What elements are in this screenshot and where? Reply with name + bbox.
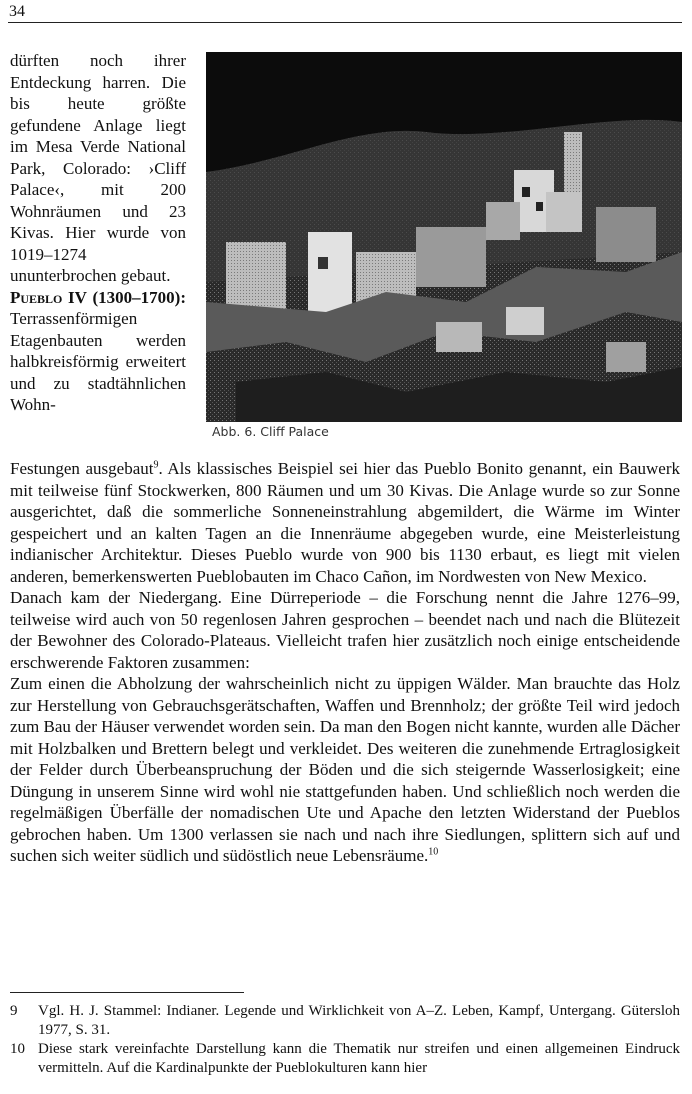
section-heading: Pueblo IV [10, 287, 87, 307]
paragraph: dürften noch ihrer Entdeckung harren. Die bis heute größte gefundene Anlage liegt im Mesa Verde National Park, Colorado: ›Cliff Palace‹, mit 200 Wohnräumen und 23 Kivas. Hier wurde von 1019–1274 ununterbrochen gebaut. [10, 51, 186, 285]
side-column-text [10, 50, 186, 416]
footnote-text: Diese stark vereinfachte Darstellung kann die Thematik nur streifen und einen allgemeinen Eindruck vermitteln. Auf die Kardinalpunkte der Pueblokulturen kann hier [38, 1041, 680, 1076]
footnote [10, 1002, 680, 1040]
footnotes [10, 1002, 680, 1078]
paragraph [10, 287, 186, 416]
cliff-palace-photo [206, 52, 682, 422]
header-rule [8, 22, 682, 23]
paragraph-text: Festungen ausgebaut [10, 459, 154, 478]
page-number: 34 [9, 3, 25, 20]
paragraph-text: . Als klassisches Beispiel sei hier das Pueblo Bonito genannt, ein Bauwerk mit teilweise fünf Stockwerken, 800 Räumen und um 30 Kivas. Die Anlage wurde so zur Sonne ausgerichtet, daß die sommerliche Sonneneinstrahlung abgemildert, die Wärme im Winter gespeichert und an kalten Tagen an die Innenräume abgegeben wurde, eine Meisterleistung indianischer Architektur. Dieses Pueblo wurde von 900 bis 1130 erbaut, es liegt mit vielen anderen, bemerkenswerten Pueblobauten im Chaco Cañon, im Nordwesten von New Mexico. [10, 459, 681, 586]
figure-caption: Abb. 6. Cliff Palace [212, 424, 329, 439]
section-heading-dates: (1300–1700): [86, 287, 186, 307]
footnote-number: 9 [10, 1003, 18, 1019]
paragraph: Danach kam der Niedergang. Eine Dürreperiode – die Forschung nennt die Jahre 1276–99, teilweise wird auch von 50 regenlosen Jahren gesprochen – beendet nach und nach die Blütezeit der Bewohner des Colorado-Plateaus. Vielleicht trafen hier zusätzlich noch einige entscheidende erschwerende Faktoren zusammen: [10, 588, 680, 672]
footnote-rule [10, 992, 244, 993]
footnote-ref: 9 [153, 459, 159, 471]
footnote-ref: 10 [428, 846, 439, 858]
footnote [10, 1040, 680, 1078]
footnote-number: 10 [10, 1041, 25, 1057]
footnote-text: Vgl. H. J. Stammel: Indianer. Legende und Wirklichkeit von A–Z. Leben, Kampf, Untergang. Gütersloh 1977, S. 31. [38, 1003, 680, 1038]
paragraph-text: Terrassenförmigen Etagenbauten werden halbkreisförmig erweitert und zu stadtähnlichen Wohn- [10, 309, 186, 414]
paragraph [10, 458, 680, 587]
main-text [10, 458, 680, 867]
paragraph-text: Zum einen die Abholzung der wahrscheinlich nicht zu üppigen Wälder. Man brauchte das Holz zur Herstellung von Gebrauchsgerätschaften, Waffen und Brennholz; der größte Teil wird jedoch zum Bau der Häuser verwendet worden sein. Da man den Bogen nicht kannte, wurden alle Dächer mit Holzbalken und Brettern belegt und verkleidet. Des weiteren die zunehmende Ertraglosigkeit der Felder durch Überbeanspruchung der Böden und die sich steigernde Wasserlosigkeit; eine Düngung in unserem Sinne wird wohl nie stattgefunden haben. Und schließlich noch werden die regelmäßigen Überfälle der nomadischen Ute und Apache den letzten Widerstand der Pueblos gebrochen haben. Um 1300 verlassen sie nach und nach ihre Siedlungen, splittern sich auf und suchen sich weiter südlich und südöstlich neue Lebensräume. [10, 674, 680, 865]
paragraph [10, 673, 680, 867]
